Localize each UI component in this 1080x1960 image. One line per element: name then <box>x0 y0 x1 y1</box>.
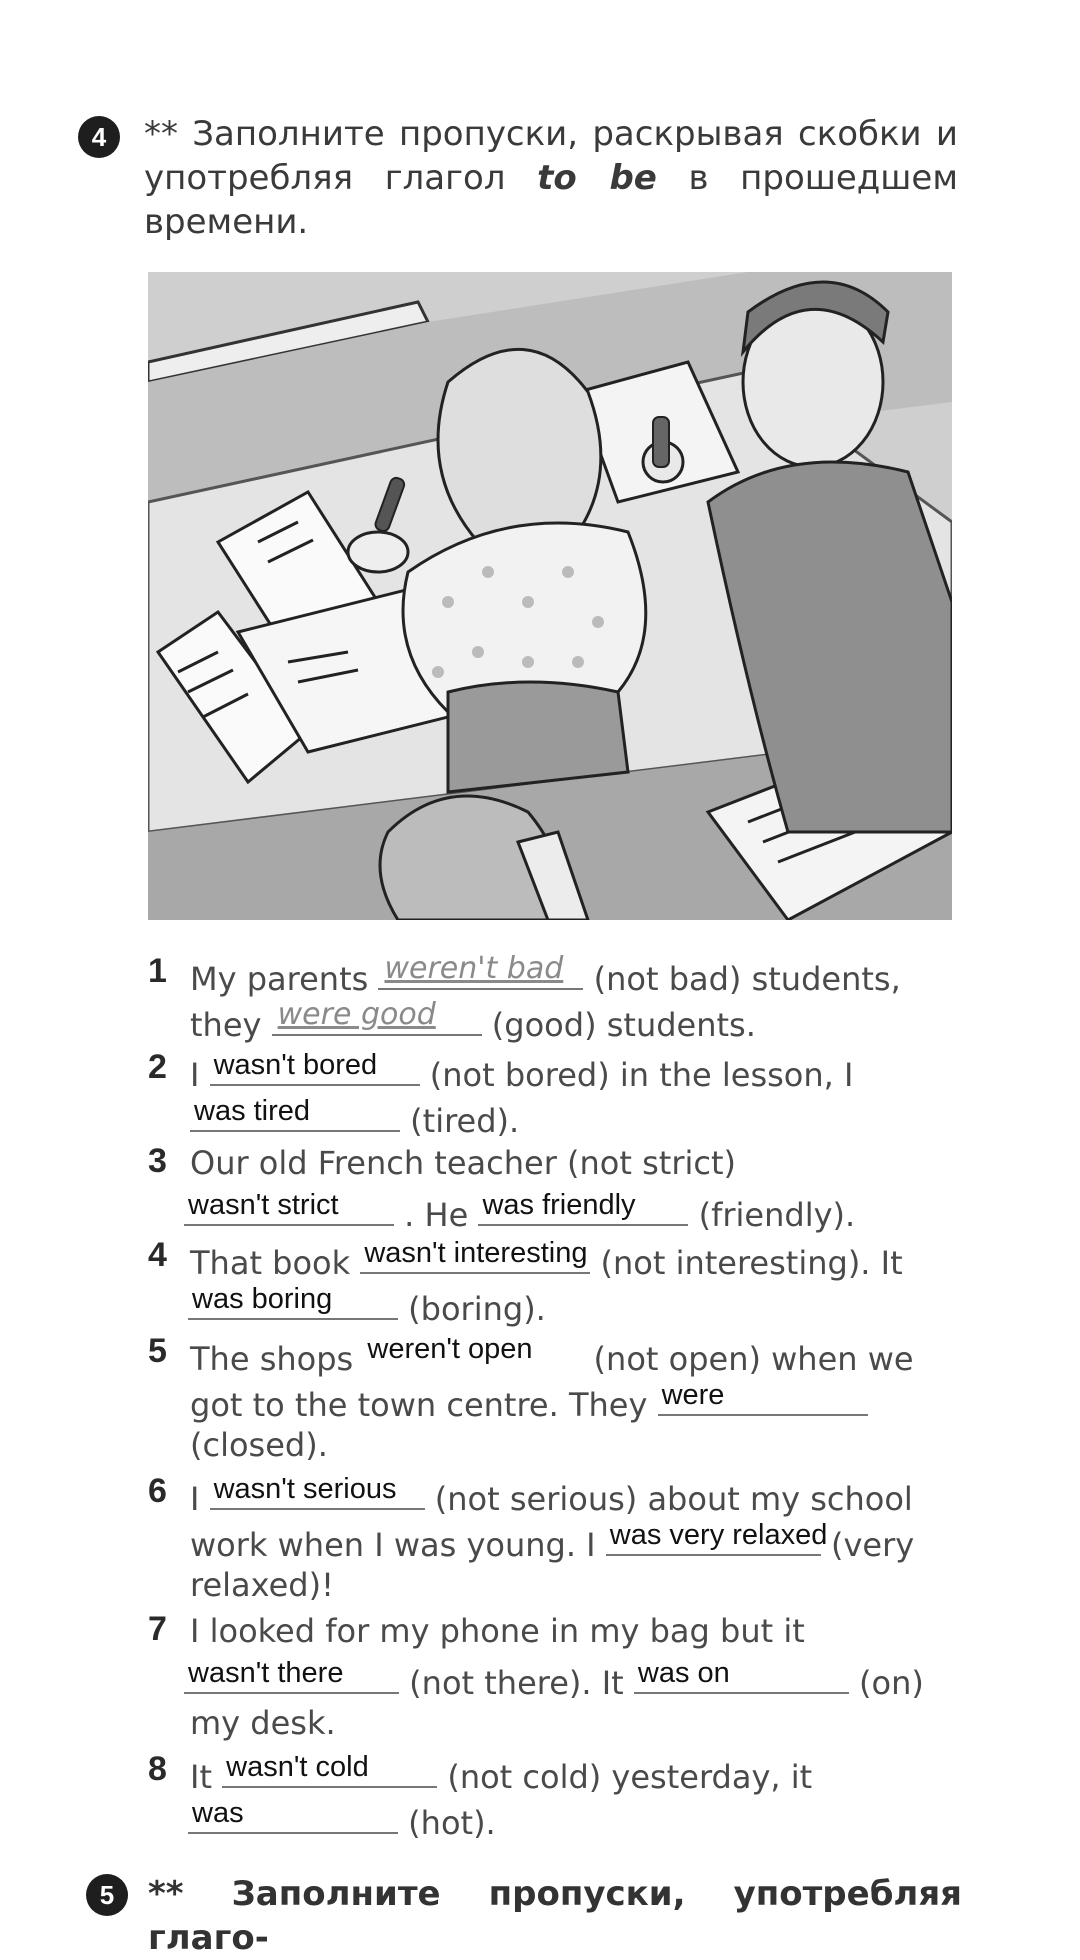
answer-blank-4a[interactable]: wasn't interesting <box>360 1234 590 1274</box>
answer-blank-2b[interactable]: was tired <box>190 1092 400 1132</box>
answer-blank-1a[interactable]: weren't bad <box>378 950 583 990</box>
task-number-badge: 4 <box>78 116 120 158</box>
answer-blank-8a[interactable]: wasn't cold <box>222 1748 437 1788</box>
task-number-badge: 5 <box>86 1874 128 1916</box>
answer-blank-6b[interactable]: was very relaxed <box>606 1516 821 1556</box>
answer-blank-2a[interactable]: wasn't bored <box>210 1046 420 1086</box>
answer-blank-4b[interactable]: was boring <box>188 1280 398 1320</box>
answer-blank-7b[interactable]: was on <box>634 1654 849 1694</box>
answer-blank-3a[interactable]: wasn't strict <box>184 1186 394 1226</box>
answer-blank-5a[interactable]: weren't open <box>367 1333 533 1365</box>
workbook-page: 4 ** Заполните пропуски, раскрывая скобки и употребляя глагол to be в прошедшем времени. 1 My parents weren't bad (not bad) students, they were good (good) students. 2 I wasn't bored (not bored) in the lesson, I was tired (tired). 3 Our old French teacher (not strict) wasn't strict . He was friendly (friendly). 4 That book wasn't interesting (not interesting). It was boring (boring). 5 The shops weren't open (not open) when we got to the town centre. They were (closed). 6 I wasn't serious (not serious) about my school work when I was young. I was very relaxed (very relaxed)! 7 I looked for my phone in my bag but it wasn't there (not there). It was on (on) my desk. 8 It wasn't cold (not cold) yesterday, it was (hot). 5 ** Заполните пропуски, употребляя глаго- <box>0 0 1080 1920</box>
instruction-verb: to be <box>537 158 657 198</box>
task-instruction: ** Заполните пропуски, употребляя глаго- <box>148 1874 962 1958</box>
answer-blank-8b[interactable]: was <box>188 1794 398 1834</box>
answer-blank-1b[interactable]: were good <box>272 996 482 1036</box>
answer-blank-3b[interactable]: was friendly <box>478 1186 688 1226</box>
students-studying-illustration <box>148 272 952 920</box>
task-instruction: ** Заполните пропуски, раскрывая скобки и употребляя глагол to be в прошедшем времени. <box>144 114 958 242</box>
answer-blank-6a[interactable]: wasn't serious <box>210 1470 425 1510</box>
answer-blank-5b[interactable]: were <box>658 1376 868 1416</box>
answer-blank-7a[interactable]: wasn't there <box>184 1654 399 1694</box>
